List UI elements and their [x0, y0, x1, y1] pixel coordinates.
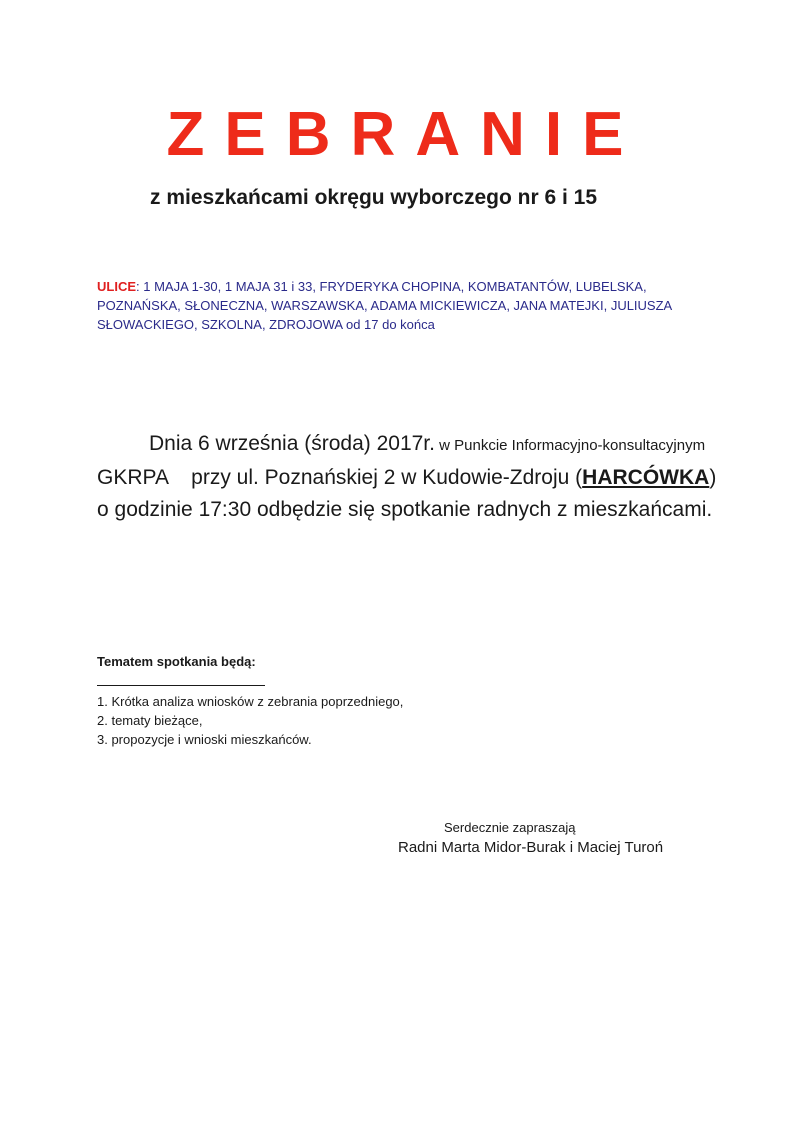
streets-label: ULICE	[97, 279, 136, 294]
signature-text: Radni Marta Midor-Burak i Maciej Turoń	[398, 839, 664, 856]
document-subtitle: z mieszkańcami okręgu wyborczego nr 6 i 15	[150, 186, 597, 209]
announcement-venue: GKRPA przy ul. Poznańskiej 2 w Kudowie-Zdroju (	[97, 466, 583, 489]
list-item: 3. propozycje i wnioski mieszkańców.	[97, 732, 312, 747]
topics-heading: Tematem spotkania będą:	[97, 654, 256, 669]
announcement-paragraph	[97, 428, 717, 526]
topics-divider	[97, 671, 265, 686]
list-item: 2. tematy bieżące,	[97, 713, 203, 728]
streets-paragraph	[97, 277, 717, 334]
streets-list: 1 MAJA 1-30, 1 MAJA 31 i 33, FRYDERYKA CHOPINA, KOMBATANTÓW, LUBELSKA, POZNAŃSKA, SŁONECZNA, WARSZAWSKA, ADAMA MICKIEWICZA, JANA MATEJKI, JULIUSZA SŁOWACKIEGO, SZKOLNA, ZDROJOWA od 17 do końca	[97, 279, 672, 332]
streets-separator: :	[136, 279, 144, 294]
document-title: ZEBRANIE	[166, 100, 644, 169]
announcement-venue-type: w Punkcie Informacyjno-konsultacyjnym	[434, 437, 706, 454]
topics-section	[97, 652, 597, 749]
list-item: 1. Krótka analiza wniosków z zebrania poprzedniego,	[97, 694, 404, 709]
announcement-time: ) o godzinie 17:30 odbędzie się spotkanie radnych z mieszkańcami.	[97, 466, 717, 521]
announcement-highlight: HARCÓWKA	[582, 466, 710, 489]
invitation-text: Serdecznie zapraszają	[444, 820, 576, 835]
announcement-date: Dnia 6 września (środa) 2017r.	[149, 432, 435, 455]
